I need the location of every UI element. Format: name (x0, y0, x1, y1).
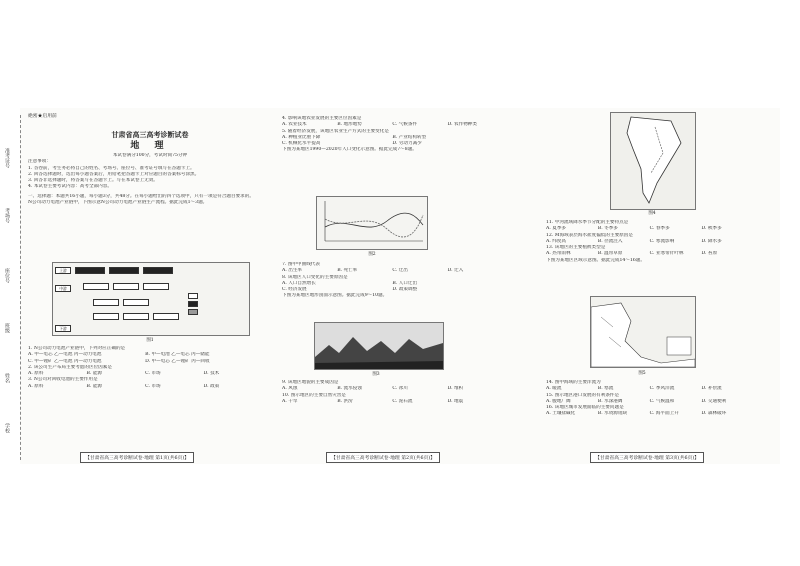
question-intro: N公司动力电池产业链中，下图示意N公司动力电池产业链生产流程。据此完成1～3题。 (28, 200, 208, 206)
option: B. 能源 (86, 383, 103, 389)
side-label: 班级 (4, 323, 10, 333)
option: D. 苔原 (701, 251, 718, 257)
option: A. 夏季多 (546, 226, 567, 232)
page-footer: 【甘肃省高三高考诊断试卷·地理 第2页(共6页)】 (326, 452, 440, 463)
midstream-label: 中游 (55, 285, 71, 292)
note-item: 4. 本试卷主要考试内容：高考全部内容。 (28, 184, 112, 190)
option: C. 季风洋流 (649, 386, 675, 392)
question: 3. N公司对回收电池的主要作用是 (28, 377, 98, 383)
option: D. 迁入 (447, 268, 464, 274)
option: B. 径流注入 (597, 238, 623, 244)
chain-node (123, 313, 149, 320)
option: A. 农业技术 (282, 122, 307, 128)
option: A. 土壤盐碱化 (546, 411, 576, 417)
questions-1-3 (28, 346, 272, 390)
option: A. 种植业比重下降 (282, 134, 321, 140)
option: A. 风蚀 (282, 386, 298, 392)
option: B. 寒流 (597, 386, 614, 392)
question: 15. 图示地区港口发展的有利条件是 (546, 392, 620, 398)
regional-map (590, 296, 696, 368)
side-label: 准考证号 (4, 148, 10, 168)
exam-meta: 本试卷满分100分，考试时间75分钟 (112, 153, 188, 158)
questions-11-13 (546, 220, 762, 264)
chain-node (93, 299, 119, 306)
option: D. 甲—电芯 乙—锂矿 丙—回收 (145, 358, 210, 364)
option: D. 交通便利 (701, 398, 727, 404)
option: B. 流水侵蚀 (337, 386, 362, 392)
downstream-label: 下游 (55, 325, 71, 332)
option: C. 冰川 (392, 386, 408, 392)
page-footer: 【甘肃省高三高考诊断试卷·地理 第3页(共6页)】 (590, 452, 704, 463)
option: B. 死亡率 (337, 268, 358, 274)
option: D. 农作物种类 (447, 122, 477, 128)
question: 1. N公司动力电池产业链中，下列对应正确的是 (28, 346, 126, 351)
page-column-1 (28, 130, 272, 206)
side-label: 学校 (4, 423, 10, 433)
option: D. 森林破坏 (701, 411, 727, 417)
option: C. 春季多 (649, 226, 670, 232)
binding-strip (0, 108, 22, 464)
population-chart (316, 196, 428, 250)
figure-caption: 图1 (146, 338, 154, 343)
chain-node (83, 283, 109, 290)
option: B. 温带草原 (597, 251, 623, 257)
question-intro: 下图为某地区1990—2020年人口变化示意图。据此完成7～8题。 (282, 147, 417, 153)
option: D. 技术 (203, 371, 220, 377)
question: 16. 该地区城市发展面临的主要问题是 (546, 405, 624, 411)
landscape-svg (315, 323, 443, 369)
option: C. 机械化水平提高 (282, 141, 321, 147)
option: B. 甲—电池 乙—电芯 丙—储能 (145, 352, 210, 358)
regional-map-svg (591, 297, 695, 367)
question: 2. 该公司生产布局主要考虑的区位因素是 (28, 364, 112, 370)
page-column-2 (282, 116, 512, 154)
figure-caption: 图4 (648, 211, 656, 216)
option: B. 地形地势 (337, 122, 362, 128)
chain-node (75, 267, 105, 274)
option: C. 气候温和 (649, 398, 675, 404)
question: 14. 图中海域的主要洋流为 (546, 380, 601, 385)
option: C. 亚寒带针叶林 (649, 251, 684, 257)
figure-caption: 图2 (368, 252, 376, 257)
option: B. 人口迁出 (392, 280, 418, 286)
option: C. 市场 (145, 371, 161, 377)
option: A. 纬度高 (546, 238, 567, 244)
option: A. 腹地广阔 (546, 398, 571, 404)
side-label: 座位号 (4, 268, 10, 283)
industry-chain-diagram (52, 262, 250, 336)
option: C. 泥石流 (392, 398, 413, 404)
option: C. 气候条件 (392, 122, 418, 128)
note-item: 3. 回答非选择题时，将答案写在答题卡上。写在本试卷上无效。 (28, 178, 158, 184)
option: A. 原料 (28, 383, 44, 389)
option: B. 水资源短缺 (597, 411, 628, 417)
legend-swatch (188, 309, 198, 315)
option: C. 甲—锂矿 乙—电池 丙—动力电池 (28, 358, 102, 364)
landscape-figure (314, 322, 444, 370)
side-label: 考场号 (4, 208, 10, 223)
option: A. 出生率 (282, 268, 303, 274)
option: C. 经济发展 (282, 287, 307, 293)
chain-node (143, 283, 169, 290)
question: 11. 甲河流域降水季节分配的主要特点是 (546, 220, 629, 225)
option: B. 水深港阔 (597, 398, 623, 404)
option: D. 地震 (447, 398, 464, 404)
option: A. 原料 (28, 371, 44, 377)
question: 8. 该地区人口变化的主要原因是 (282, 274, 348, 280)
cut-line (20, 115, 21, 460)
upstream-label: 上游 (55, 267, 71, 274)
question: 10. 图示地区的主要自然灾害是 (282, 392, 346, 398)
series-line (325, 215, 423, 237)
chain-node (109, 267, 139, 274)
legend-swatch (188, 293, 198, 299)
legend-swatch (188, 301, 198, 307)
series-line (325, 213, 423, 227)
option: A. 干旱 (282, 398, 298, 404)
questions-9-10 (282, 380, 512, 405)
option: B. 产业结构转型 (392, 134, 427, 140)
question: 12. M海域表层海水盐度偏低的主要原因是 (546, 232, 633, 238)
question: 5. 随着经济发展，该地区农业生产方式的主要变化是 (282, 128, 389, 134)
option: C. 市场 (145, 383, 161, 389)
question-intro: 下图为某地区地形剖面示意图。据此完成9～10题。 (282, 293, 388, 299)
option: D. 秋季多 (701, 226, 722, 232)
option: A. 热带雨林 (546, 251, 571, 257)
option: A. 人口自然增长 (282, 280, 316, 286)
chain-node (93, 313, 119, 320)
secret-header: 絶密★启用前 (28, 114, 57, 119)
chain-node (153, 313, 179, 320)
option: D. 政策调整 (392, 287, 418, 293)
option: C. 寒流影响 (649, 238, 675, 244)
page-footer: 【甘肃省高三高考诊断试卷·地理 第1页(共6页)】 (80, 452, 194, 463)
option: B. 洪涝 (337, 398, 353, 404)
question: 13. 该地区的主要植被类型是 (546, 245, 606, 251)
chain-node (113, 283, 139, 290)
questions-14-16 (546, 380, 762, 418)
option: A. 甲—电芯 乙—电池 丙—动力电池 (28, 352, 102, 358)
figure-caption: 图5 (638, 371, 646, 376)
option: C. 海平面上升 (649, 411, 679, 417)
option: B. 能源 (86, 371, 103, 377)
option: A. 暖流 (546, 386, 562, 392)
note-item: 1. 答卷前，考生务必将自己的姓名、考场号、座位号、准考证号填写在答题卡上。 (28, 165, 195, 171)
section-heading: 一、选择题：本题共16小题，每小题3分，共48分。在每小题给出的四个选项中，只有一项是符合题目要求的。 (28, 193, 254, 199)
figure-caption: 图3 (372, 372, 380, 377)
questions-7-8 (282, 262, 512, 300)
option: B. 冬季多 (597, 226, 618, 232)
option: D. 政策 (203, 383, 220, 389)
subject-title: 地 理 (130, 141, 170, 151)
option: C. 迁出 (392, 268, 408, 274)
question: 7. 图中甲曲线代表 (282, 262, 321, 267)
option: D. 补偿流 (701, 386, 722, 392)
south-america-map (610, 112, 696, 210)
line-chart-svg (317, 197, 427, 249)
question: 9. 该地区地貌的主要成因是 (282, 380, 339, 385)
option: D. 降水多 (701, 238, 722, 244)
option: D. 劳动力减少 (392, 141, 422, 147)
note-item: 2. 回答选择题时，选出每小题答案后，用铅笔把答题卡上对应题目的答案标号涂黑。 (28, 171, 200, 177)
option: D. 堆积 (447, 386, 464, 392)
exam-title: 甘肃省高三高考诊断试卷 (111, 130, 189, 139)
chain-node (123, 299, 149, 306)
chain-node (143, 267, 173, 274)
side-label: 姓名 (4, 373, 10, 383)
map-svg (611, 113, 695, 209)
question-intro: 下图为某地区区域示意图。据此完成14～16题。 (546, 257, 645, 263)
notes-heading: 注意事项： (28, 159, 51, 165)
question: 4. 影响该地农业发展的主要区位因素是 (282, 116, 362, 121)
